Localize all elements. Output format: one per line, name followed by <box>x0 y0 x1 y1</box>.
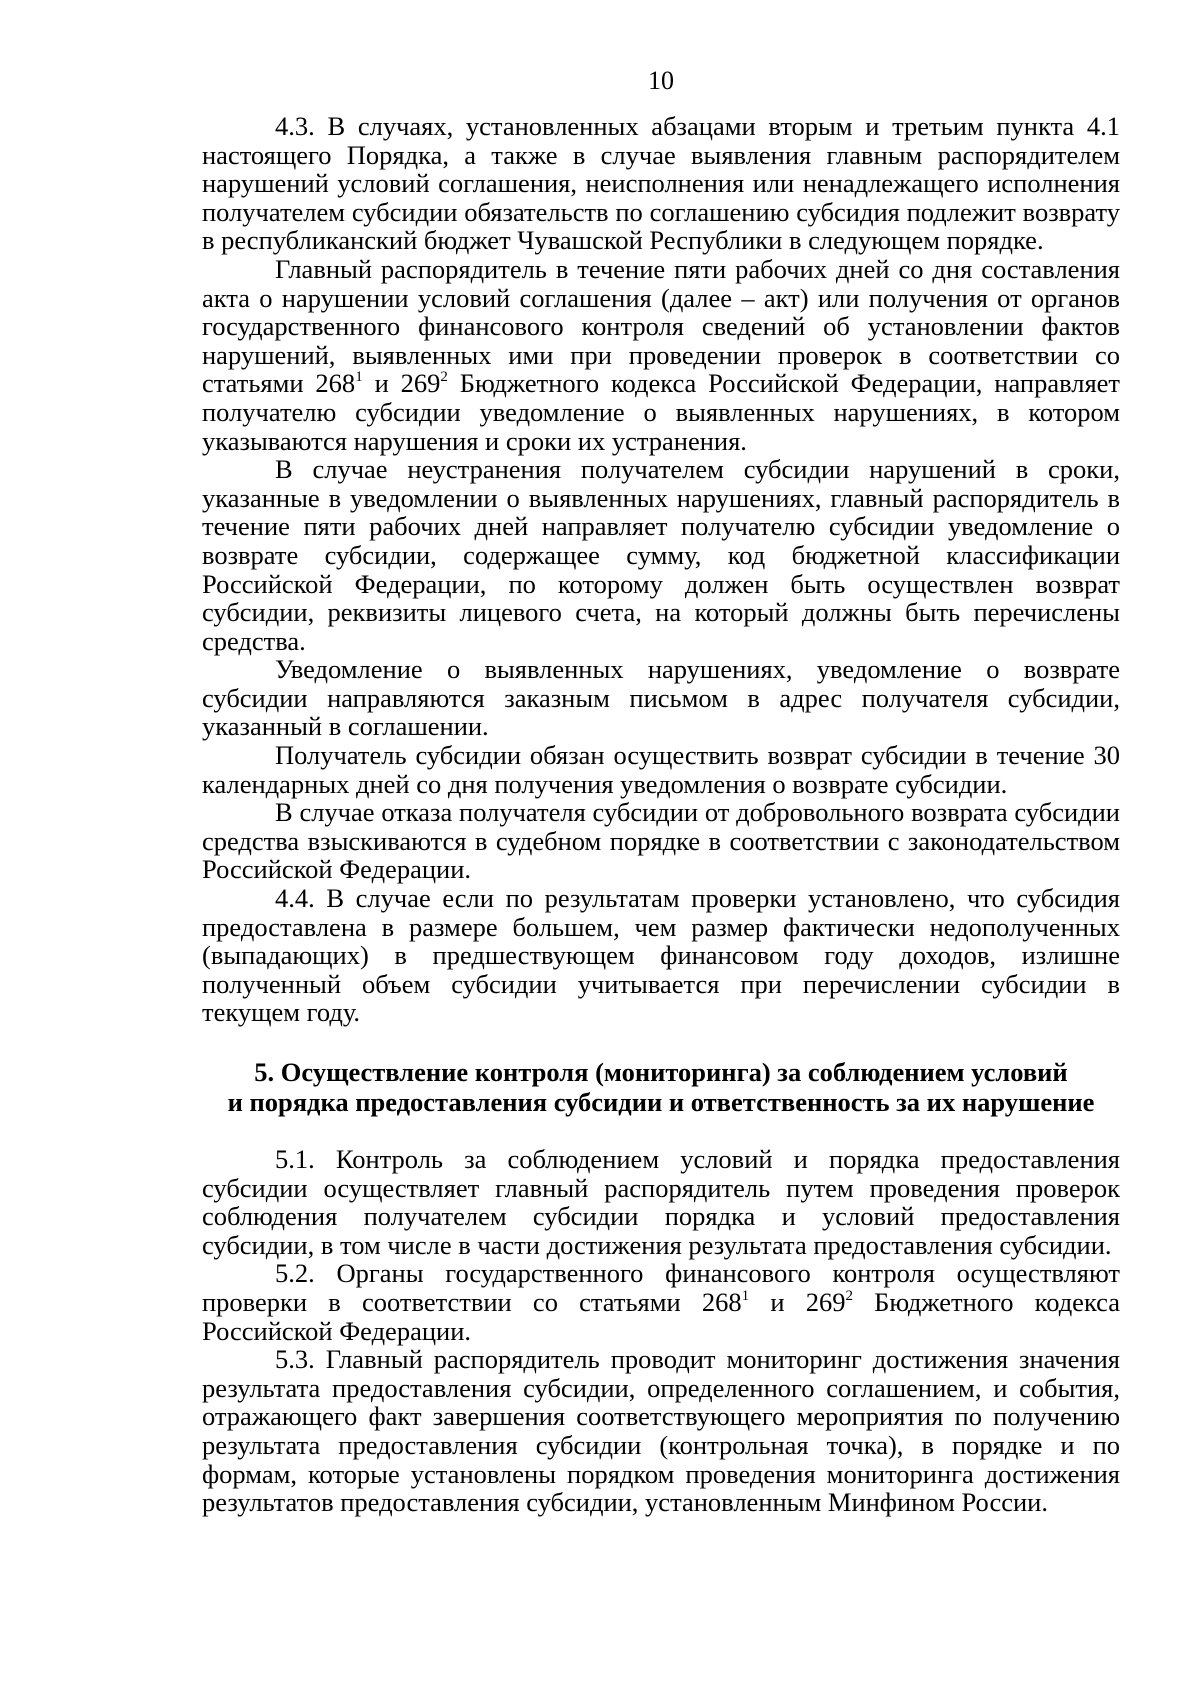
heading-line-2: и порядка предоставления субсидии и ответственность за их нарушение <box>227 1087 1095 1117</box>
page-number: 10 <box>648 66 674 95</box>
paragraph-court-recovery: В случае отказа получателя субсидии от добровольного возврата субсидии средства взыскиваются в судебном порядке в соответствии с законодательством Российской Федерации. <box>202 797 1120 885</box>
paragraph-4-4: 4.4. В случае если по результатам проверки установлено, что субсидия предоставлена в размере большем, чем размер фактически недополученных (выпадающих) в предшествующем финансовом году доходов, излишне полученный объем субсидии учитывается при перечислении субсидии в текущем году. <box>202 883 1120 1028</box>
paragraph-5-1: 5.1. Контроль за соблюдением условий и порядка предоставления субсидии осуществляет главный распорядитель путем проведения проверок соблюдения получателем субсидии порядка и условий предоставления субсидии, в том числе в части достижения результата предоставления субсидии. <box>202 1144 1120 1260</box>
paragraph-5-2 <box>202 1259 1120 1345</box>
superscript: 2 <box>440 369 448 386</box>
spacer <box>202 1117 1120 1145</box>
text-run: и 269 <box>749 1286 846 1317</box>
paragraph-registered-mail: Уведомление о выявленных нарушениях, уведомление о возврате субсидии направляются заказным письмом в адрес получателя субсидии, указанный в соглашении. <box>202 654 1120 742</box>
superscript: 1 <box>355 369 363 386</box>
paragraph-notice-violations <box>202 255 1120 455</box>
section-5-heading <box>202 1057 1120 1117</box>
paragraph-5-3: 5.3. Главный распорядитель проводит мониторинг достижения значения результата предоставления субсидии, определенного соглашением, и события, отражающего факт завершения соответствующего мероприятия по получению результата предоставления субсидии (контрольная точка), в порядке и по формам, которые установлены порядком проведения мониторинга достижения результатов предоставления субсидии, установленным Минфином России. <box>202 1344 1120 1518</box>
text-run: 5.2. Органы государственного финансового контроля осуществляют проверки в соответствии со статьями 268 <box>202 1258 1120 1317</box>
paragraph-return-deadline: Получатель субсидии обязан осуществить возврат субсидии в течение 30 календарных дней со дня получения уведомления о возврате субсидии. <box>202 740 1120 799</box>
document-page <box>202 66 1120 1517</box>
paragraph-4-3: 4.3. В случаях, установленных абзацами вторым и третьим пункта 4.1 настоящего Порядка, а также в случае выявления главным распорядителем нарушений условий соглашения, неисполнения или ненадлежащего исполнения получателем субсидии обязательств по соглашению субсидия подлежит возврату в республиканский бюджет Чувашской Республики в следующем порядке. <box>202 111 1120 256</box>
text-run: Бюджетного кодекса Российской Федерации. <box>202 1286 1121 1346</box>
heading-line-1: 5. Осуществление контроля (мониторинга) за соблюдением условий <box>254 1057 1068 1087</box>
text-run: и 269 <box>362 368 441 399</box>
text-run: Бюджетного кодекса Российской Федерации, направляет получателю субсидии уведомление о выявленных нарушениях, в котором указываются нарушения и сроки их устранения. <box>202 368 1120 456</box>
paragraph-return-notice: В случае неустранения получателем субсидии нарушений в сроки, указанные в уведомлении о выявленных нарушениях, главный распорядитель в течение пяти рабочих дней направляет получателю субсидии уведомление о возврате субсидии, содержащее сумму, код бюджетной классификации Российской Федерации, по которому должен быть осуществлен возврат субсидии, реквизиты лицевого счета, на который должны быть перечислены средства. <box>202 454 1120 656</box>
text-run: Главный распорядитель в течение пяти рабочих дней со дня составления акта о нарушении условий соглашения (далее – акт) или получения от органов государственного финансового контроля сведений об установлении фактов нарушений, выявленных ими при проведении проверок в соответствии со статьями 268 <box>202 253 1120 399</box>
spacer <box>202 1027 1120 1057</box>
superscript: 1 <box>741 1287 750 1304</box>
superscript: 2 <box>845 1287 853 1304</box>
